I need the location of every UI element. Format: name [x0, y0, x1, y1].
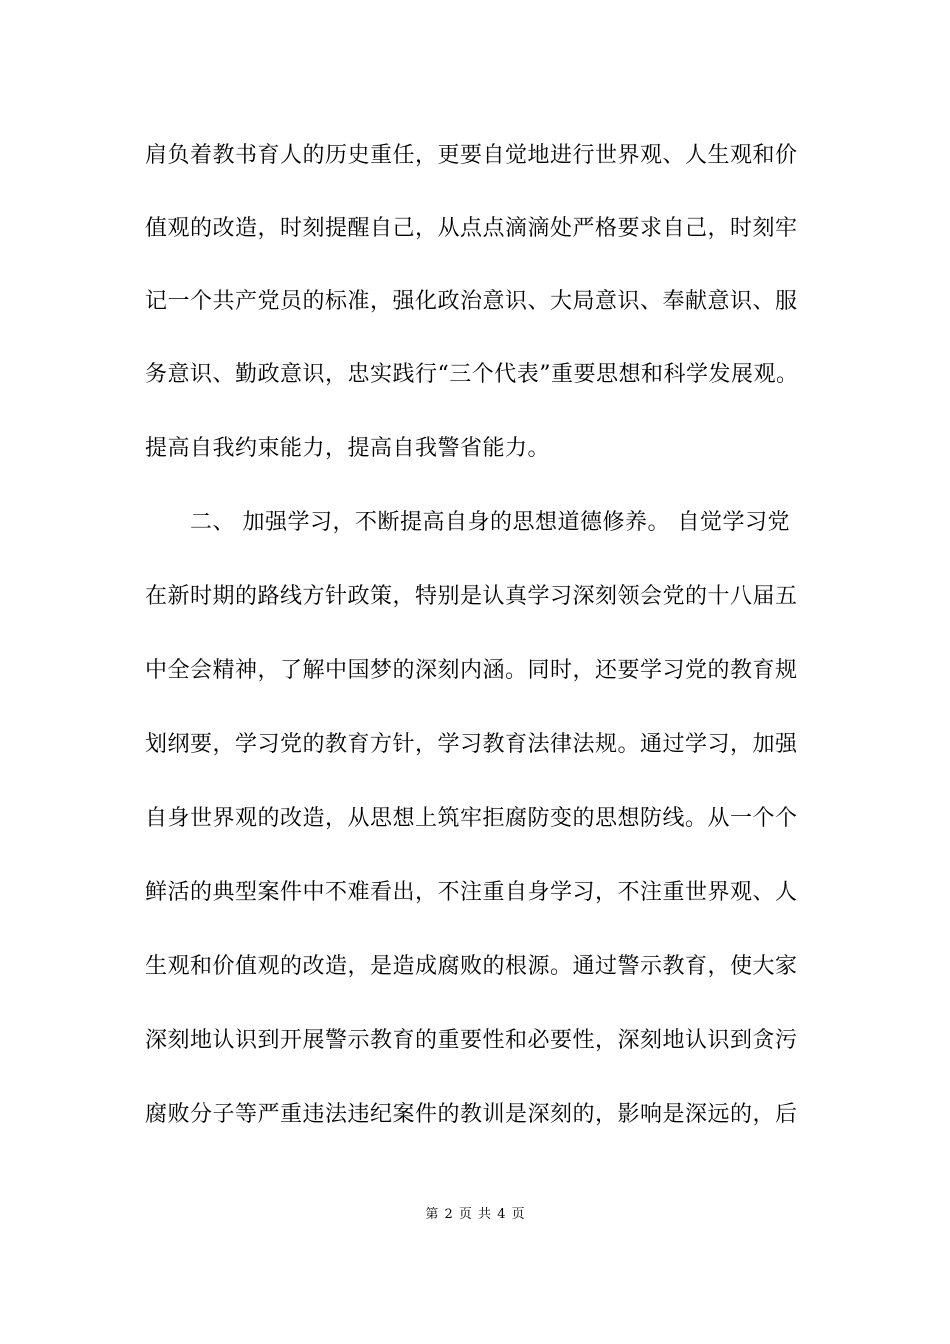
page-footer: 第 2 页 共 4 页	[425, 1207, 525, 1222]
paragraph-line: 肩负着教书育人的历史重任，更要自觉地进行世界观、人生观和价	[145, 143, 798, 168]
section-heading-line: 二、 加强学习，不断提高自身的思想道德修养。 自觉学习党	[190, 510, 790, 535]
paragraph-line: 提高自我约束能力，提高自我警省能力。	[145, 436, 551, 461]
paragraph-line: 自身世界观的改造，从思想上筑牢拒腐防变的思想防线。从一个个	[145, 806, 798, 831]
paragraph-line: 值观的改造，时刻提醒自己，从点点滴滴处严格要求自己，时刻牢	[145, 216, 798, 241]
paragraph-line: 在新时期的路线方针政策，特别是认真学习深刻领会党的十八届五	[145, 584, 798, 609]
paragraph-line: 腐败分子等严重违法违纪案件的教训是深刻的，影响是深远的，后	[145, 1102, 798, 1127]
paragraph-line: 中全会精神，了解中国梦的深刻内涵。同时，还要学习党的教育规	[145, 658, 798, 683]
paragraph-line: 务意识、勤政意识，忠实践行“三个代表”重要思想和科学发展观。	[145, 362, 799, 387]
paragraph-line: 鲜活的典型案件中不难看出，不注重自身学习，不注重世界观、人	[145, 880, 798, 905]
paragraph-line: 记一个共产党员的标准，强化政治意识、大局意识、奉献意识、服	[145, 289, 798, 314]
paragraph-line: 生观和价值观的改造，是造成腐败的根源。通过警示教育，使大家	[145, 954, 798, 979]
paragraph-line: 深刻地认识到开展警示教育的重要性和必要性，深刻地认识到贪污	[145, 1028, 798, 1053]
paragraph-line: 划纲要，学习党的教育方针，学习教育法律法规。通过学习，加强	[145, 732, 798, 757]
